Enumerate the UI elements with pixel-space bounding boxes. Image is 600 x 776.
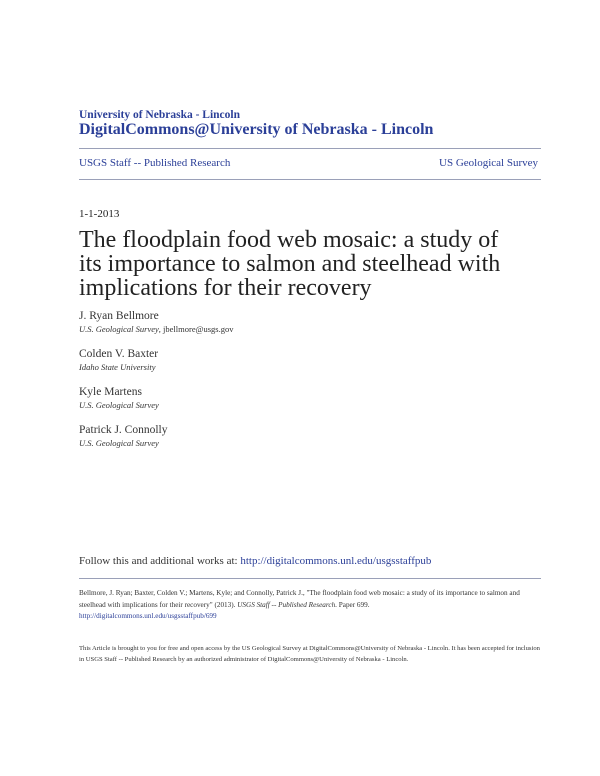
author-block-4 — [79, 424, 168, 448]
author-block-1 — [79, 310, 233, 334]
article-title: The floodplain food web mosaic: a study of its importance to salmon and steelhead with implications for their recovery — [79, 227, 501, 301]
collection-link-usgs-staff[interactable]: USGS Staff -- Published Research — [79, 157, 231, 169]
author-block-2 — [79, 348, 158, 372]
divider-middle — [79, 179, 541, 180]
publication-date: 1-1-2013 — [79, 208, 120, 220]
institution-link[interactable]: University of Nebraska - Lincoln — [79, 109, 240, 121]
author-block-3 — [79, 386, 159, 410]
citation-block — [79, 588, 541, 623]
author-affiliation — [79, 362, 158, 372]
author-email: , jbellmore@usgs.gov — [158, 324, 234, 334]
affiliation-name: U.S. Geological Survey — [79, 438, 159, 448]
author-name: Colden V. Baxter — [79, 348, 159, 360]
citation-url-link[interactable]: http://digitalcommons.unl.edu/usgsstaffpub/699 — [79, 612, 217, 620]
follow-line — [79, 555, 431, 567]
author-name: J. Ryan Bellmore — [79, 310, 159, 322]
author-affiliation — [79, 438, 168, 448]
affiliation-name: U.S. Geological Survey — [79, 324, 159, 334]
collection-link-us-geological-survey[interactable]: US Geological Survey — [439, 157, 538, 169]
affiliation-name: Idaho State University — [79, 362, 156, 372]
author-affiliation — [79, 400, 159, 410]
follow-label: Follow this and additional works at: — [79, 555, 241, 567]
follow-url-link[interactable]: http://digitalcommons.unl.edu/usgsstaffpub — [240, 555, 432, 567]
citation-series: USGS Staff -- Published Research — [237, 600, 336, 609]
divider-top — [79, 148, 541, 149]
access-notice: This Article is brought to you for free and open access by the US Geological Survey at DigitalCommons@University of Nebraska - Lincoln. It has been accepted for inclusion in USGS Staff -- Published Research by an authorized administrator of DigitalCommons@University of Nebraska - Lincoln. — [79, 645, 540, 663]
citation-paper: . Paper 699. — [335, 600, 370, 609]
author-name: Patrick J. Connolly — [79, 424, 168, 436]
citation-text: Bellmore, J. Ryan; Baxter, Colden V.; Martens, Kyle; and Connolly, Patrick J., "The floodplain food web mosaic: a study of its importance to salmon and steelhead with implications for their recovery" (2013). — [79, 589, 520, 609]
author-name: Kyle Martens — [79, 386, 142, 398]
repository-link[interactable]: DigitalCommons@University of Nebraska - Lincoln — [79, 121, 434, 138]
divider-bottom — [79, 578, 541, 579]
affiliation-name: U.S. Geological Survey — [79, 400, 159, 410]
author-affiliation — [79, 324, 233, 334]
